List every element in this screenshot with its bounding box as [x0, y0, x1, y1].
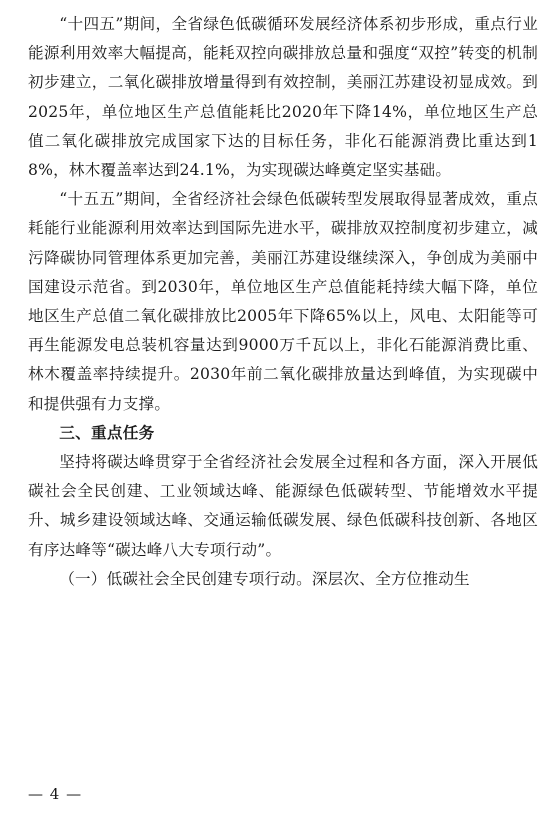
paragraph-key-tasks-intro: 坚持将碳达峰贯穿于全省经济社会发展全过程和各方面，深入开展低碳社会全民创建、工业领域达峰、能源绿色低碳转型、节能增效水平提升、城乡建设领域达峰、交通运输低碳发展、绿色低碳科技创新、各地区有序达峰等“碳达峰八大专项行动”。 [28, 453, 538, 559]
page-number: — 4 — [28, 785, 83, 803]
paragraph-action-one: （一）低碳社会全民创建专项行动。深层次、全方位推动生 [59, 569, 470, 588]
section-heading: 三、重点任务 [59, 423, 155, 442]
paragraph-15th-five-year: “十五五”期间，全省经济社会绿色低碳转型发展取得显著成效，重点耗能行业能源利用效率达到国际先进水平，碳排放双控制度初步建立，减污降碳协同管理体系更加完善，美丽江苏建设继续深入，争创成为美丽中国建设示范省。到2030年，单位地区生产总值能耗持续大幅下降，单位地区生产总值二氧化碳排放比2005年下降65%以上，风电、太阳能等可再生能源发电总装机容量达到9000万千瓦以上，非化石能源消费比重、林木覆盖率持续提升。2030年前二氧化碳排放量达到峰值，为实现碳中和提供强有力支撑。 [28, 190, 538, 413]
paragraph-14th-five-year: “十四五”期间，全省绿色低碳循环发展经济体系初步形成，重点行业能源利用效率大幅提高，能耗双控向碳排放总量和强度“双控”转变的机制初步建立，二氧化碳排放增量得到有效控制，美丽江苏建设初显成效。到2025年，单位地区生产总值能耗比2020年下降14%，单位地区生产总值二氧化碳排放完成国家下达的目标任务，非化石能源消费比重达到18%，林木覆盖率达到24.1%，为实现碳达峰奠定坚实基础。 [28, 15, 538, 180]
